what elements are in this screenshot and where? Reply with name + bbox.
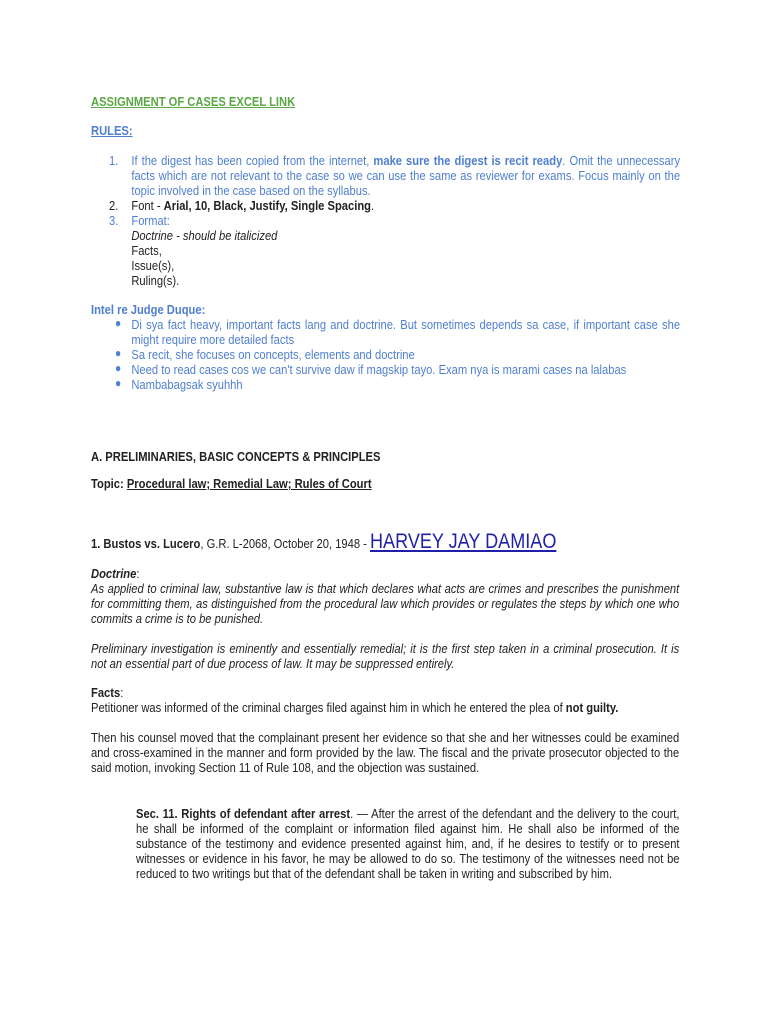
- rules-heading: RULES:: [91, 123, 133, 138]
- section-heading: A. PRELIMINARIES, BASIC CONCEPTS & PRINCIPLES: [91, 449, 381, 464]
- intel-list: [109, 317, 680, 392]
- assignee-link[interactable]: HARVEY JAY DAMIAO: [370, 530, 557, 553]
- section-title: Sec. 11. Rights of defendant after arrest: [136, 806, 351, 821]
- facts-paragraph: Then his counsel moved that the complainant present her evidence so that she and her witnesses could be examined and cross-examined in the manner and form provided by the law. The fiscal and the private prosecutor objected to the said motion, invoking Section 11 of Rule 108, and the objection was sustained.: [91, 730, 680, 775]
- case-title: 1. Bustos vs. Lucero: [91, 536, 201, 551]
- section-body: . — After the arrest of the defendant and the delivery to the court, he shall be informed of the complaint or information filed against him. He shall also be informed of the substance of the testimony and evidence presented against him, and, if he desires to testify or to present witnesses or evidence in his favor, he may be allowed to do so. The testimony of the witnesses need not be reduced to two writings but that of the defendant shall be taken in writing and subscribed by him.: [136, 806, 680, 881]
- rule-text: Format:: [131, 213, 170, 228]
- facts-emphasis: not guilty.: [565, 700, 619, 715]
- format-line: Ruling(s).: [131, 273, 180, 288]
- list-item: [109, 377, 680, 392]
- rule-item: [109, 198, 680, 213]
- facts-label: Facts: [91, 685, 121, 700]
- rule-text: . Omit the unnecessary facts which are not relevant to the case so we can use the same as reviewer for exams. Focus mainly on the topic involved in the case based on the syllabus.: [131, 153, 681, 198]
- rule-number: 1.: [109, 153, 119, 168]
- intel-heading: Intel re Judge Duque:: [91, 302, 206, 317]
- rule-item: [109, 213, 680, 288]
- list-item: [109, 317, 680, 347]
- case-body: Doctrine: As applied to criminal law, substantive law is that which declares what acts are crimes and prescribes the punishment for committing them, as distinguished from the procedural law which provides or regulates the steps by which one who commits a crime is to be punished. Preliminary investigation is eminently and essentially remedial; it is the first step taken in a criminal prosecution. It is not an essential part of due process of law. It may be suppressed entirely. Facts: Petitioner was informed of the criminal charges filed against him in which he entered the plea of not guilty. Then his counsel moved that the complainant present her evidence so that she and her witnesses could be examined and cross-examined in the manner and form provided by the law. The fiscal and the private prosecutor objected to the said motion, invoking Section 11 of Rule 108, and the objection was sustained.: [91, 566, 680, 775]
- rule-item: [109, 153, 680, 198]
- rule-number: 3.: [109, 213, 119, 228]
- topic-value: Procedural law; Remedial Law; Rules of Court: [126, 476, 372, 491]
- quoted-section: [136, 806, 680, 881]
- doctrine-paragraph: As applied to criminal law, substantive law is that which declares what acts are crimes and prescribes the punishment for committing them, as distinguished from the procedural law which provides or regulates the steps by which one who commits a crime is to be punished.: [91, 581, 680, 626]
- rule-number: 2.: [109, 198, 119, 213]
- rule-text: If the digest has been copied from the internet,: [131, 153, 374, 168]
- case-heading: [91, 531, 556, 555]
- doctrine-label: Doctrine: [91, 566, 137, 581]
- format-line: Issue(s),: [131, 258, 175, 273]
- list-item: [109, 362, 680, 377]
- topic-label: Topic:: [91, 476, 124, 491]
- list-item-text: Di sya fact heavy, important facts lang and doctrine. But sometimes depends sa case, if important case she might require more detailed facts: [131, 317, 681, 347]
- list-item-text: Sa recit, she focuses on concepts, elements and doctrine: [131, 347, 415, 362]
- rule-emphasis: Arial, 10, Black, Justify, Single Spacing: [163, 198, 372, 213]
- topic-line: [91, 476, 372, 491]
- excel-link[interactable]: ASSIGNMENT OF CASES EXCEL LINK: [91, 94, 296, 109]
- rule-text: .: [371, 198, 375, 213]
- format-line: Doctrine - should be italicized: [131, 228, 278, 243]
- list-item-text: Need to read cases cos we can't survive daw if magskip tayo. Exam nya is marami cases na lalabas: [131, 362, 627, 377]
- bullet-icon: ●: [115, 361, 122, 375]
- doctrine-paragraph: Preliminary investigation is eminently and essentially remedial; it is the first step taken in a criminal prosecution. It is not an essential part of due process of law. It may be suppressed entirely.: [91, 641, 680, 671]
- rule-text: Font -: [131, 198, 164, 213]
- list-item: [109, 347, 680, 362]
- case-citation: , G.R. L-2068, October 20, 1948 -: [200, 536, 371, 551]
- rule-emphasis: make sure the digest is recit ready: [373, 153, 563, 168]
- format-line: Facts,: [131, 243, 162, 258]
- bullet-icon: ●: [115, 316, 122, 330]
- facts-paragraph: Petitioner was informed of the criminal charges filed against him in which he entered the plea of: [91, 700, 566, 715]
- list-item-text: Nambabagsak syuhhh: [131, 377, 243, 392]
- rules-list: [109, 153, 680, 288]
- bullet-icon: ●: [115, 376, 122, 390]
- bullet-icon: ●: [115, 346, 122, 360]
